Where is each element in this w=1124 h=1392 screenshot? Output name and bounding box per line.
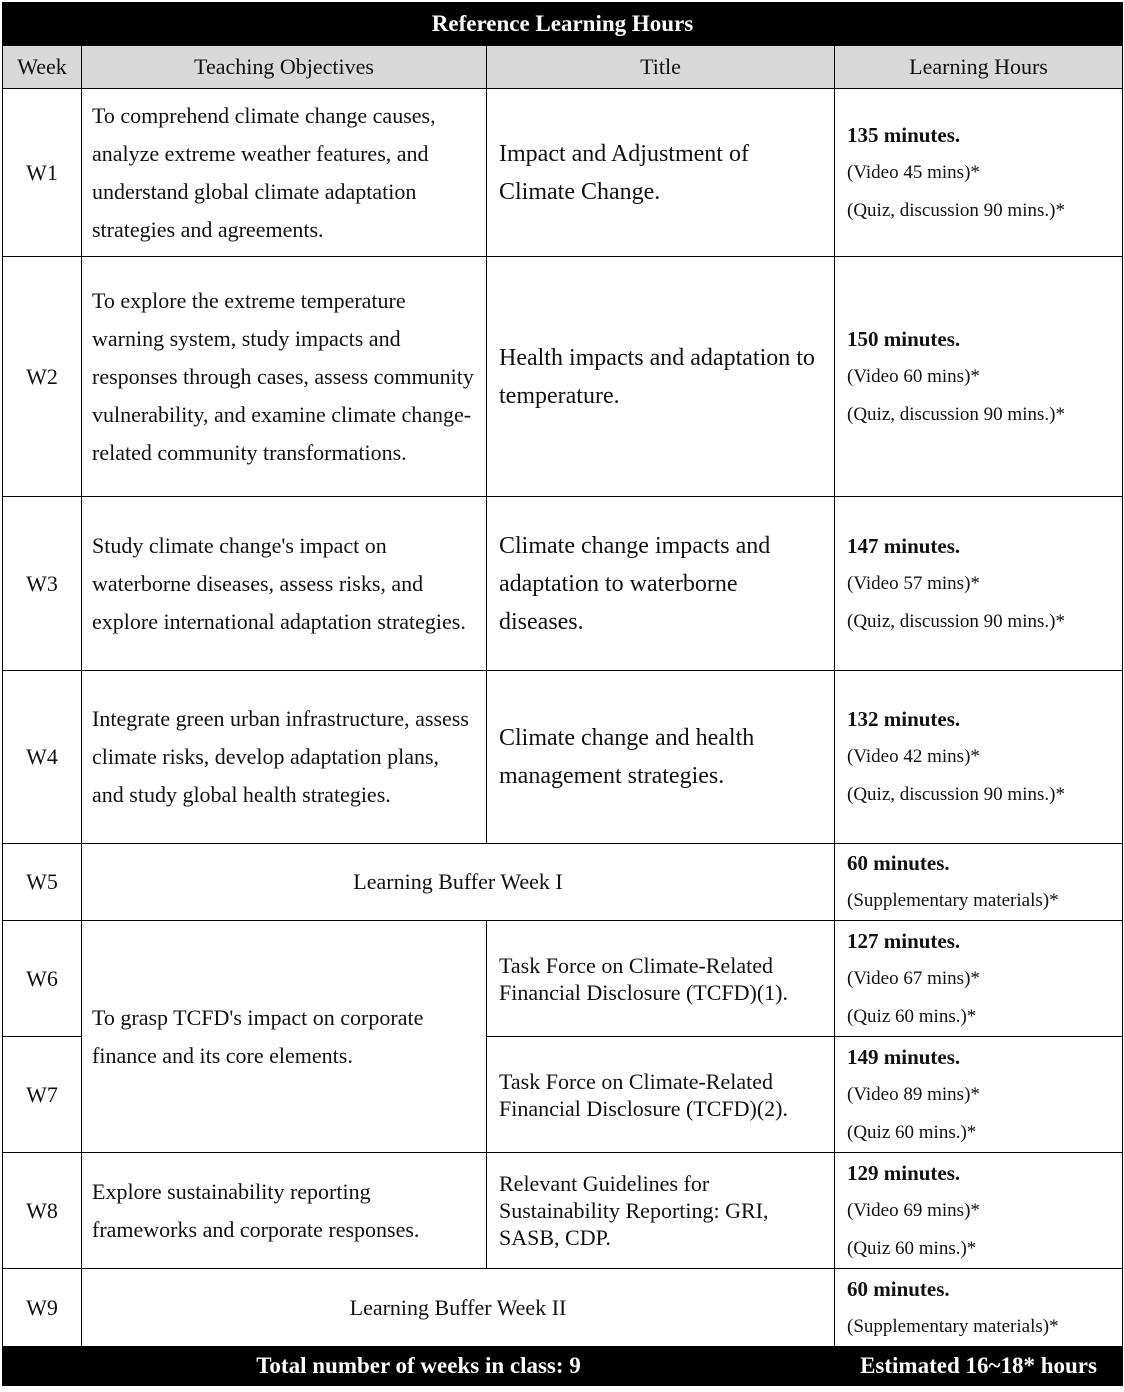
hours-video: (Video 67 mins)* [847, 967, 980, 989]
hours-video: (Video 42 mins)* [847, 746, 980, 767]
hours-cell [835, 1153, 1123, 1269]
hours-supplementary: (Supplementary materials)* [847, 1315, 1059, 1337]
title-cell: Task Force on Climate-Related Financial Disclosure (TCFD)(1). [487, 921, 835, 1037]
week-cell: W4 [3, 671, 82, 844]
hours-video: (Video 60 mins)* [847, 365, 980, 387]
hours-total: 135 minutes. [847, 122, 961, 147]
table-row [3, 1153, 1123, 1269]
objectives-cell: Integrate green urban infrastructure, assess climate risks, develop adaptation plans, and study global health strategies. [82, 671, 487, 844]
table-row-buffer [3, 1269, 1123, 1347]
hours-total: 60 minutes. [847, 851, 950, 875]
week-cell: W9 [3, 1269, 82, 1347]
title-cell: Health impacts and adaptation to temperature. [487, 257, 835, 497]
hours-quiz: (Quiz, discussion 90 mins.)* [847, 403, 1065, 425]
hours-cell [835, 1269, 1123, 1347]
header-hours: Learning Hours [835, 46, 1123, 89]
hours-quiz: (Quiz, discussion 90 mins.)* [847, 784, 1065, 805]
table-title-row [3, 3, 1123, 46]
hours-cell [835, 671, 1123, 844]
week-cell: W8 [3, 1153, 82, 1269]
table-footer-row [3, 1347, 1123, 1386]
title-cell: Impact and Adjustment of Climate Change. [487, 89, 835, 257]
table-row [3, 921, 1123, 1037]
objectives-cell: To explore the extreme temperature warning system, study impacts and responses through cases, assess community vulnerability, and examine climate change-related community transformations. [82, 257, 487, 497]
hours-total: 147 minutes. [847, 533, 961, 558]
buffer-week-cell: Learning Buffer Week II [82, 1269, 835, 1347]
hours-quiz: (Quiz 60 mins.)* [847, 1005, 977, 1027]
table-row [3, 671, 1123, 844]
hours-supplementary: (Supplementary materials)* [847, 890, 1059, 911]
hours-cell [835, 257, 1123, 497]
hours-total: 150 minutes. [847, 326, 961, 351]
week-cell: W5 [3, 844, 82, 921]
objectives-cell: Study climate change's impact on waterborne diseases, assess risks, and explore international adaptation strategies. [82, 497, 487, 671]
table-row [3, 257, 1123, 497]
header-title: Title [487, 46, 835, 89]
hours-quiz: (Quiz 60 mins.)* [847, 1237, 977, 1259]
title-cell: Task Force on Climate-Related Financial Disclosure (TCFD)(2). [487, 1037, 835, 1153]
hours-cell [835, 89, 1123, 257]
hours-cell [835, 1037, 1123, 1153]
hours-total: 60 minutes. [847, 1276, 950, 1301]
hours-cell [835, 497, 1123, 671]
header-objectives: Teaching Objectives [82, 46, 487, 89]
hours-cell [835, 844, 1123, 921]
reference-learning-hours-table [2, 2, 1123, 1386]
week-cell: W6 [3, 921, 82, 1037]
week-cell: W3 [3, 497, 82, 671]
table-header-row [3, 46, 1123, 89]
hours-quiz: (Quiz 60 mins.)* [847, 1121, 977, 1143]
buffer-week-cell: Learning Buffer Week I [82, 844, 835, 921]
objectives-cell: To comprehend climate change causes, analyze extreme weather features, and understand global climate adaptation strategies and agreements. [82, 89, 487, 257]
title-cell: Climate change impacts and adaptation to waterborne diseases. [487, 497, 835, 671]
hours-total: 132 minutes. [847, 707, 961, 731]
table-row-buffer [3, 844, 1123, 921]
hours-quiz: (Quiz, discussion 90 mins.)* [847, 199, 1065, 221]
objectives-cell: To grasp TCFD's impact on corporate finance and its core elements. [82, 921, 487, 1153]
week-cell: W2 [3, 257, 82, 497]
hours-video: (Video 57 mins)* [847, 572, 980, 594]
table-row [3, 89, 1123, 257]
title-cell: Relevant Guidelines for Sustainability Reporting: GRI, SASB, CDP. [487, 1153, 835, 1269]
week-cell: W7 [3, 1037, 82, 1153]
week-cell: W1 [3, 89, 82, 257]
hours-video: (Video 69 mins)* [847, 1199, 980, 1221]
header-week: Week [3, 46, 82, 89]
hours-video: (Video 89 mins)* [847, 1083, 980, 1105]
table-row [3, 497, 1123, 671]
table-title: Reference Learning Hours [3, 3, 1123, 46]
hours-total: 149 minutes. [847, 1044, 961, 1069]
total-weeks: Total number of weeks in class: 9 [3, 1347, 835, 1386]
estimated-hours: Estimated 16~18* hours [835, 1347, 1123, 1386]
hours-cell [835, 921, 1123, 1037]
hours-total: 127 minutes. [847, 928, 961, 953]
objectives-cell: Explore sustainability reporting frameworks and corporate responses. [82, 1153, 487, 1269]
hours-quiz: (Quiz, discussion 90 mins.)* [847, 610, 1065, 632]
title-cell: Climate change and health management strategies. [487, 671, 835, 844]
hours-video: (Video 45 mins)* [847, 161, 980, 183]
hours-total: 129 minutes. [847, 1160, 961, 1185]
